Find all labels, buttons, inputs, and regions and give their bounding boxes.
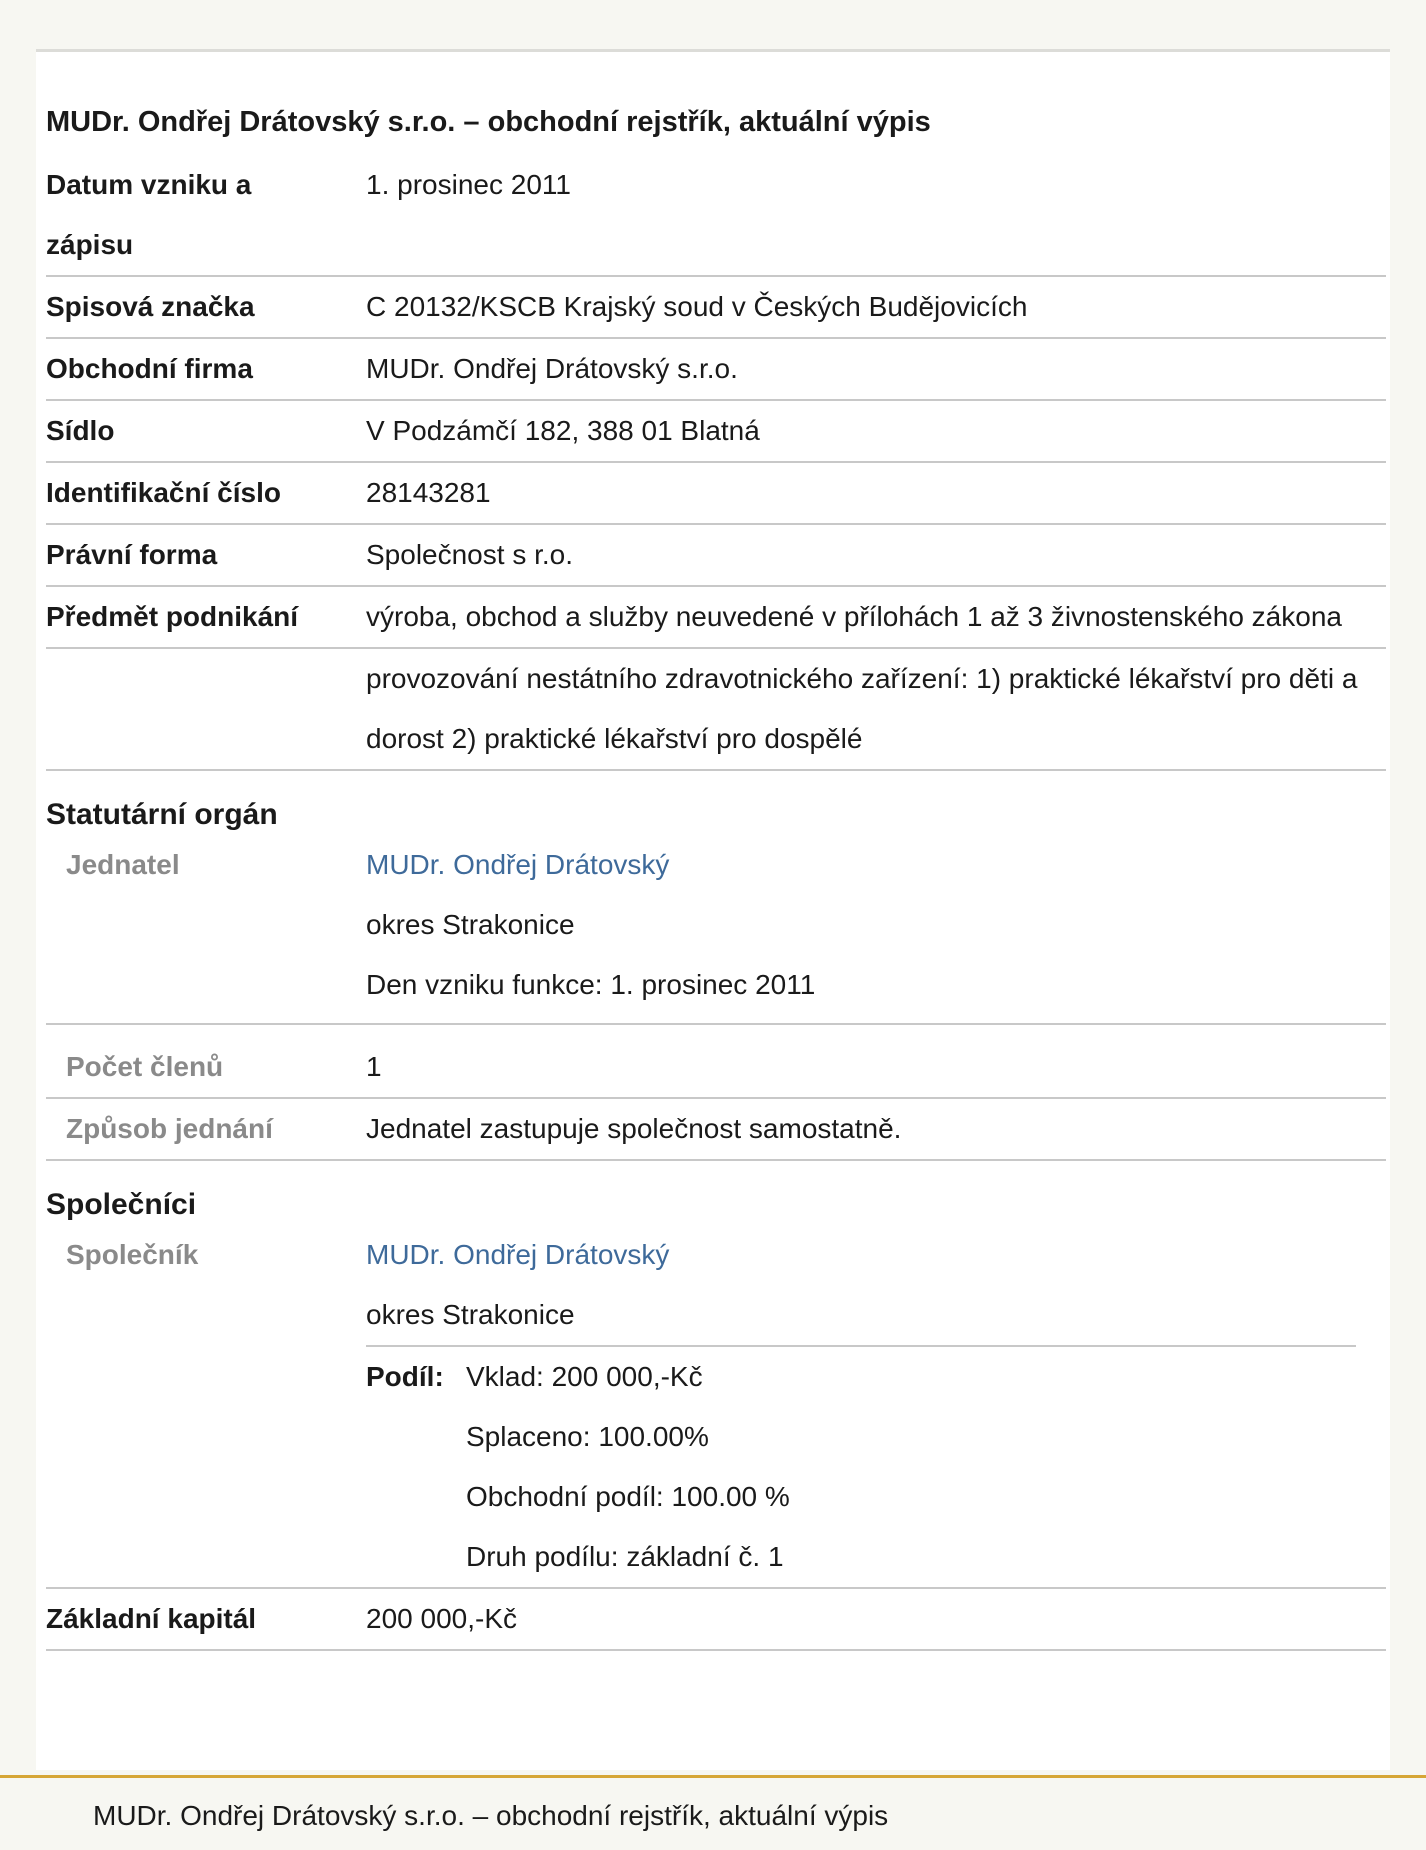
table-row-executive xyxy=(46,835,1386,1024)
register-table xyxy=(46,155,1386,1651)
share-business-share: Obchodní podíl: 100.00 % xyxy=(466,1481,790,1512)
table-row-partner xyxy=(46,1225,1386,1588)
share-label: Podíl: xyxy=(366,1361,444,1392)
row-label: Datum vzniku a zápisu xyxy=(46,155,366,276)
row-value: C 20132/KSCB Krajský soud v Českých Budějovicích xyxy=(366,276,1386,338)
register-extract-content xyxy=(46,52,1386,1651)
members-label: Počet členů xyxy=(46,1024,366,1098)
statutory-heading: Statutární orgán xyxy=(46,798,278,831)
register-extract-card xyxy=(36,52,1390,1770)
executive-details xyxy=(366,835,1386,1024)
executive-label: Jednatel xyxy=(46,835,366,1024)
row-label: Předmět podnikání xyxy=(46,586,366,648)
row-label: Právní forma xyxy=(46,524,366,586)
share-type: Druh podílu: základní č. 1 xyxy=(466,1541,784,1572)
table-row-members xyxy=(46,1024,1386,1098)
table-row-capital xyxy=(46,1588,1386,1650)
share-paid: Splaceno: 100.00% xyxy=(466,1421,709,1452)
row-label: Obchodní firma xyxy=(46,338,366,400)
partner-details xyxy=(366,1225,1386,1588)
footer-divider xyxy=(0,1775,1426,1778)
table-row xyxy=(46,338,1386,400)
partner-label: Společník xyxy=(46,1225,366,1588)
row-label: Sídlo xyxy=(46,400,366,462)
table-row xyxy=(46,462,1386,524)
row-value: provozování nestátního zdravotnického zařízení: 1) praktické lékařství pro děti a dorost 2) praktické lékařství pro dospělé xyxy=(366,648,1386,770)
table-row-conduct xyxy=(46,1098,1386,1160)
executive-since: Den vzniku funkce: 1. prosinec 2011 xyxy=(366,969,816,1000)
row-value: V Podzámčí 182, 388 01 Blatná xyxy=(366,400,1386,462)
table-row xyxy=(46,276,1386,338)
partner-name-link[interactable]: MUDr. Ondřej Drátovský xyxy=(366,1239,670,1270)
share-deposit: Vklad: 200 000,-Kč xyxy=(466,1361,703,1392)
table-row-business xyxy=(46,586,1386,648)
row-value: MUDr. Ondřej Drátovský s.r.o. xyxy=(366,338,1386,400)
row-value: Společnost s r.o. xyxy=(366,524,1386,586)
row-label: Identifikační číslo xyxy=(46,462,366,524)
partner-share xyxy=(366,1345,1356,1587)
table-row xyxy=(46,155,1386,276)
table-row xyxy=(46,400,1386,462)
conduct-label: Způsob jednání xyxy=(46,1098,366,1160)
footer-title: MUDr. Ondřej Drátovský s.r.o. – obchodní rejstřík, aktuální výpis xyxy=(93,1800,889,1831)
row-label-empty xyxy=(46,648,366,770)
table-row xyxy=(46,524,1386,586)
partners-heading: Společníci xyxy=(46,1188,197,1221)
executive-name-link[interactable]: MUDr. Ondřej Drátovský xyxy=(366,849,670,880)
section-heading-row xyxy=(46,770,1386,835)
capital-label: Základní kapitál xyxy=(46,1588,366,1650)
partner-district: okres Strakonice xyxy=(366,1299,575,1330)
capital-value: 200 000,-Kč xyxy=(366,1588,1386,1650)
row-value: výroba, obchod a služby neuvedené v přílohách 1 až 3 živnostenského zákona xyxy=(366,586,1386,648)
page-title: MUDr. Ondřej Drátovský s.r.o. – obchodní rejstřík, aktuální výpis xyxy=(46,106,931,138)
row-value: 28143281 xyxy=(366,462,1386,524)
executive-district: okres Strakonice xyxy=(366,909,575,940)
section-heading-row xyxy=(46,1160,1386,1225)
share-lines xyxy=(466,1347,790,1587)
members-value: 1 xyxy=(366,1024,1386,1098)
table-row-business-2 xyxy=(46,648,1386,770)
row-label: Spisová značka xyxy=(46,276,366,338)
row-value: 1. prosinec 2011 xyxy=(366,155,1386,276)
conduct-value: Jednatel zastupuje společnost samostatně. xyxy=(366,1098,1386,1160)
